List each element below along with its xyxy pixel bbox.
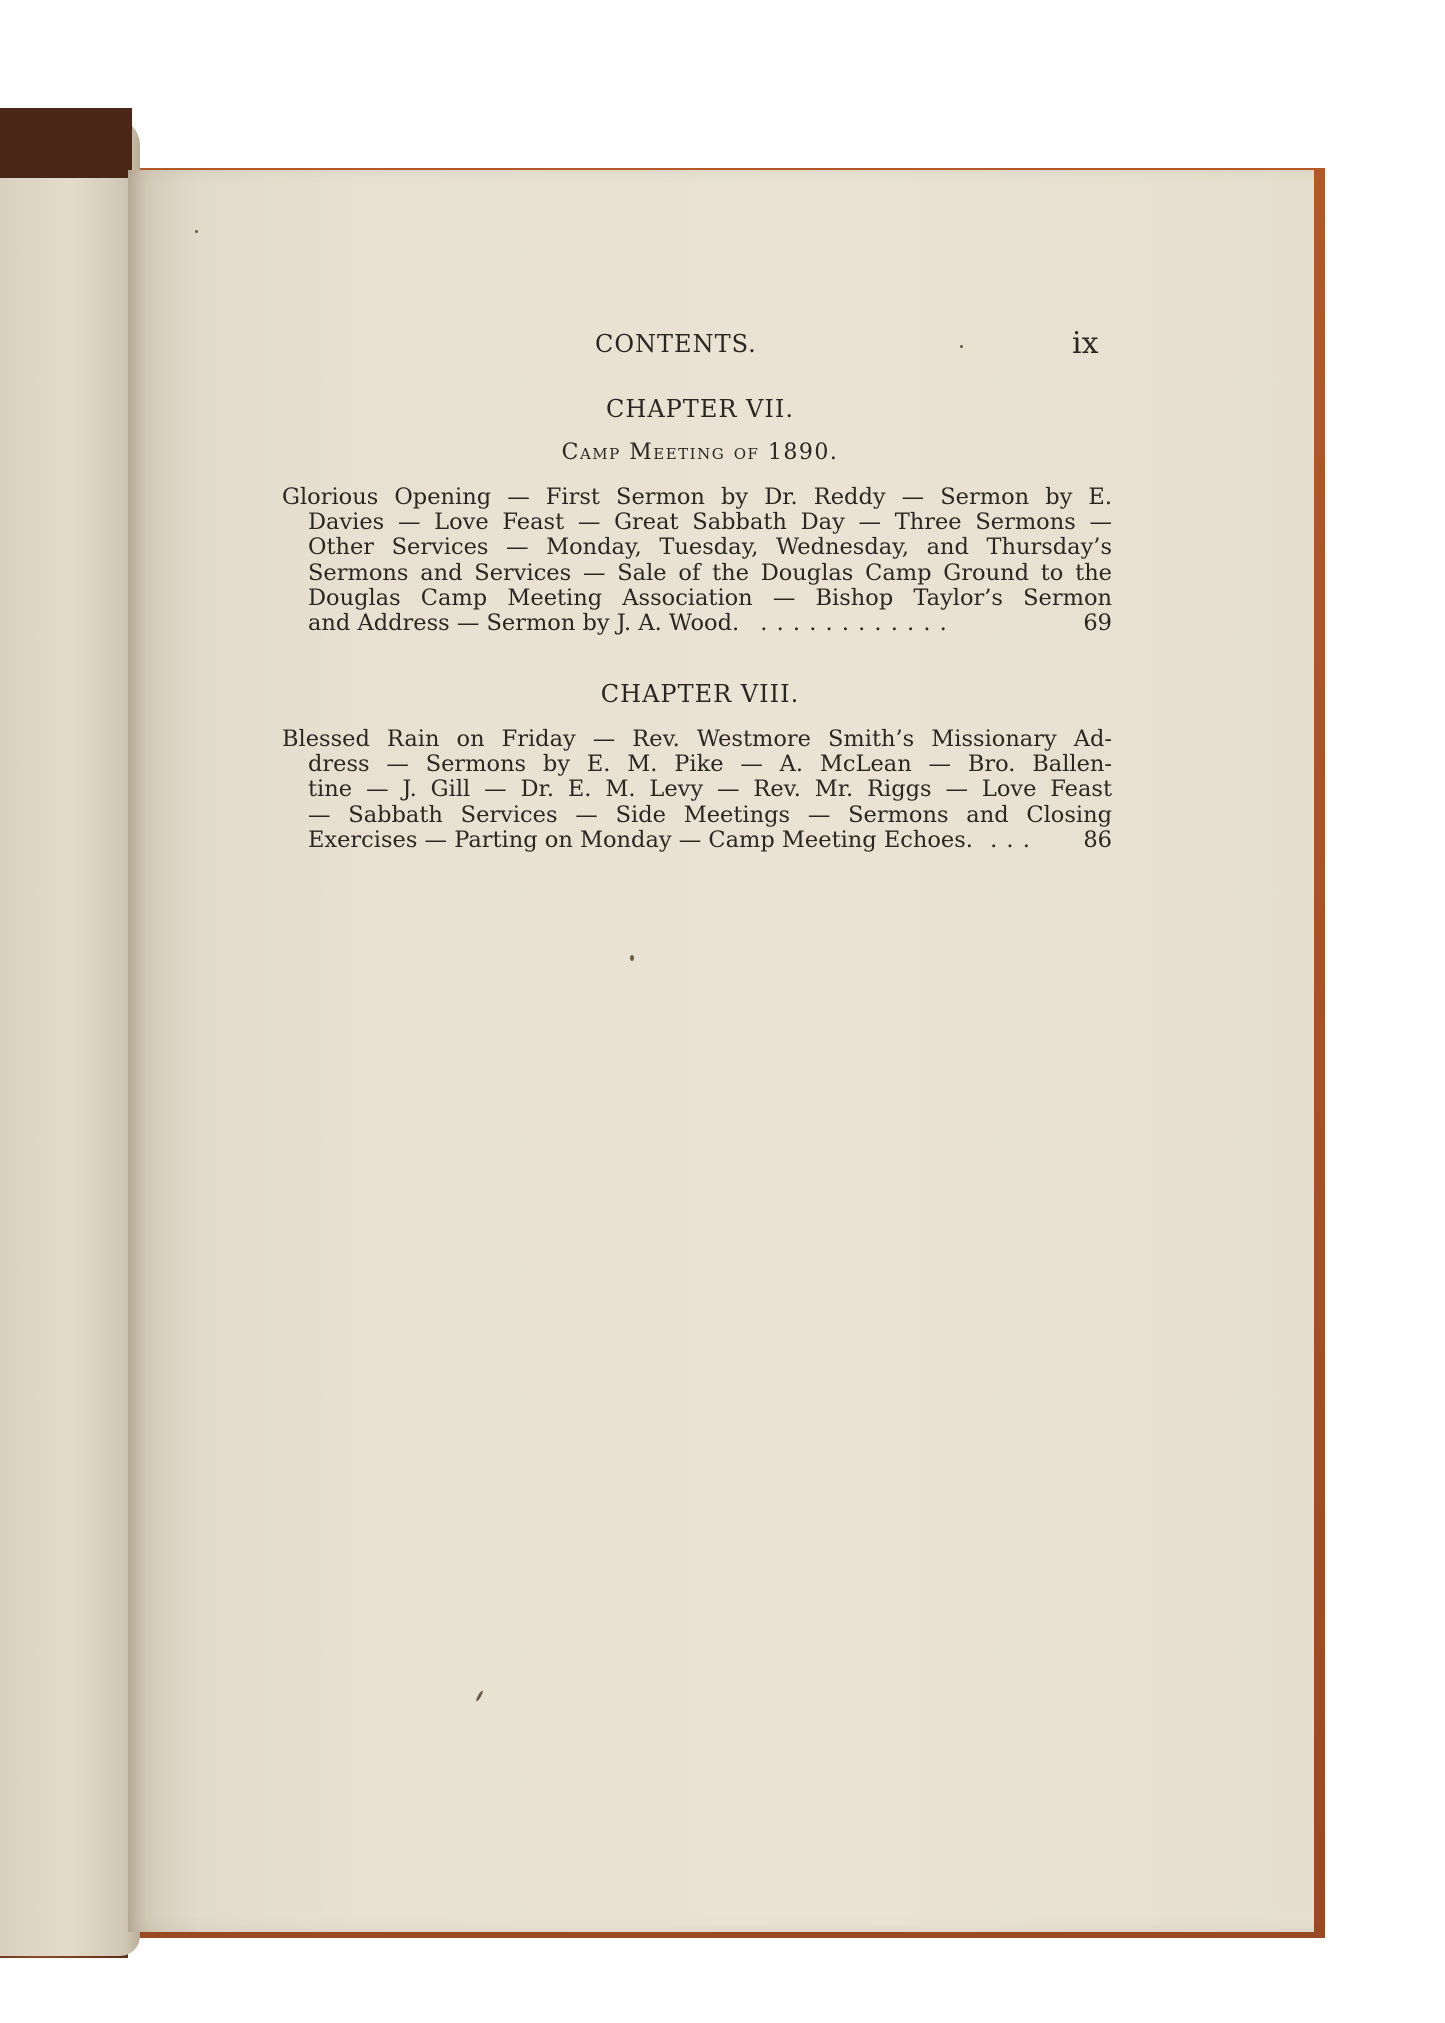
chapter-subtitle: Camp Meeting of 1890. — [561, 440, 839, 465]
summary-line: tine — J. Gill — Dr. E. M. Levy — Rev. Mr. Riggs — Love Feast — [308, 776, 1112, 803]
page-reference: 69 — [1083, 610, 1112, 637]
page-reference: 86 — [1083, 826, 1112, 853]
dot-leader: . . . — [990, 826, 1031, 853]
paper-speck — [195, 230, 198, 233]
summary-line: Other Services — Monday, Tuesday, Wednesday, and Thursday’s — [308, 534, 1112, 561]
chapter-summary — [282, 727, 1112, 853]
chapter-heading: CHAPTER VIII. — [600, 680, 800, 708]
page-number: ix — [1072, 326, 1099, 361]
summary-line: dress — Sermons by E. M. Pike — A. McLean — Bro. Ballen- — [308, 751, 1112, 778]
summary-line: Sermons and Services — Sale of the Douglas Camp Ground to the — [308, 559, 1112, 586]
chapter-summary — [282, 485, 1112, 636]
paper-speck — [630, 955, 634, 961]
summary-line: Glorious Opening — First Sermon by Dr. Reddy — Sermon by E. — [282, 484, 1112, 510]
paper-speck — [960, 345, 963, 348]
book-page — [128, 170, 1314, 1932]
chapter-heading: CHAPTER VII. — [606, 395, 794, 423]
running-head-title: CONTENTS. — [595, 330, 757, 358]
spine-top — [0, 108, 132, 178]
summary-line: Davies — Love Feast — Great Sabbath Day — Three Sermons — — [308, 509, 1112, 536]
summary-line: Blessed Rain on Friday — Rev. Westmore Smith’s Missionary Ad- — [282, 726, 1112, 752]
summary-line: and Address — Sermon by J. A. Wood. — [308, 610, 740, 637]
summary-line: — Sabbath Services — Side Meetings — Sermons and Closing — [308, 801, 1112, 828]
summary-line: Exercises — Parting on Monday — Camp Meeting Echoes. — [308, 826, 973, 853]
dot-leader: . . . . . . . . . . . . — [760, 610, 948, 637]
running-head — [0, 326, 1130, 370]
facing-page — [0, 116, 140, 1956]
summary-line: Douglas Camp Meeting Association — Bishop Taylor’s Sermon — [308, 584, 1112, 611]
summary-line-last — [282, 611, 1112, 636]
summary-line-last — [282, 828, 1112, 853]
